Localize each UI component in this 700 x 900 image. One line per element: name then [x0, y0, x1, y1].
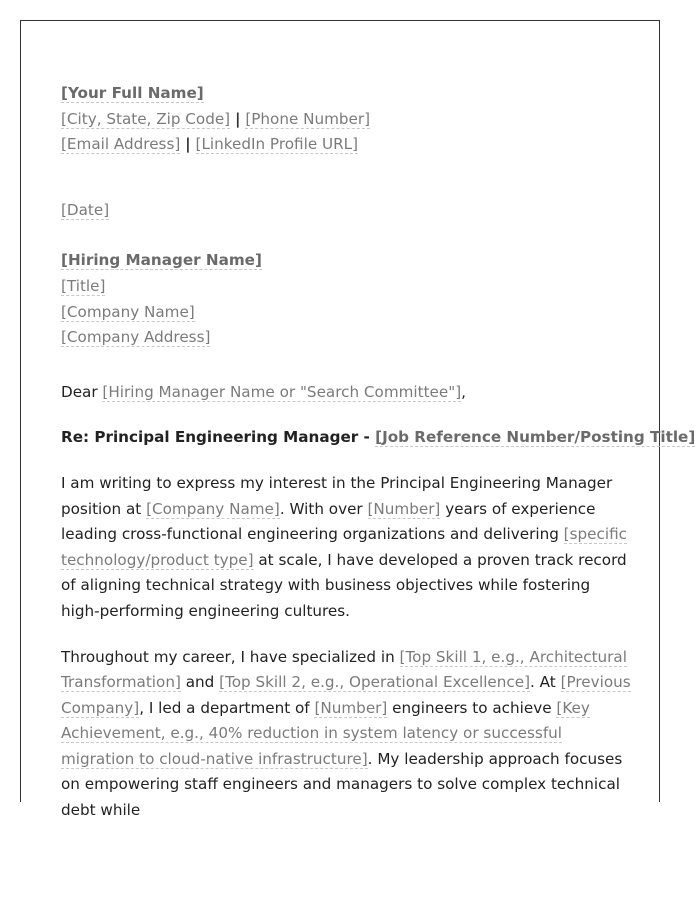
- letter-content: [61, 81, 696, 824]
- para1-text: I am writing to express my interest in the Principal Engineering Manager position at: [61, 473, 613, 518]
- recipient-address[interactable]: [Company Address]: [61, 328, 211, 347]
- sender-linkedin[interactable]: [LinkedIn Profile URL]: [195, 135, 359, 154]
- para1-text: at scale, I have developed a proven track record of aligning technical strategy with business objectives while fostering high-performing engineering cultures.: [61, 550, 627, 620]
- para1-text: years of experience leading cross-functional engineering organizations and delivering: [61, 499, 596, 544]
- salutation: [61, 380, 631, 406]
- sender-phone[interactable]: [Phone Number]: [245, 109, 371, 128]
- subject-label: Re: Principal Engineering Manager -: [61, 428, 376, 447]
- separator: |: [185, 135, 191, 154]
- para2-text: and: [185, 673, 215, 692]
- para1-years[interactable]: [Number]: [367, 499, 441, 518]
- para2-achievement[interactable]: [Key Achievement, e.g., 40% reduction in system latency or successful migration to cloud-native infrastructure]: [61, 698, 590, 768]
- recipient-name[interactable]: [Hiring Manager Name]: [61, 251, 262, 270]
- para2-previous-company[interactable]: [Previous Company]: [61, 673, 631, 717]
- recipient-title[interactable]: [Title]: [61, 276, 106, 295]
- salutation-name[interactable]: [Hiring Manager Name or "Search Committee"]: [102, 382, 462, 401]
- para2-skill2[interactable]: [Top Skill 2, e.g., Operational Excellence]: [219, 673, 530, 692]
- para2-skill1[interactable]: [Top Skill 1, e.g., Architectural Transformation]: [61, 647, 627, 692]
- recipient-company[interactable]: [Company Name]: [61, 302, 195, 321]
- paragraph-experience: [61, 645, 631, 824]
- sender-name[interactable]: [Your Full Name]: [61, 84, 204, 102]
- salutation-prefix: Dear: [61, 382, 98, 401]
- sender-city[interactable]: [City, State, Zip Code]: [61, 109, 231, 128]
- para2-text: engineers to achieve: [392, 698, 552, 717]
- para1-technology[interactable]: [specific technology/product type]: [61, 525, 627, 569]
- para2-text: Throughout my career, I have specialized in: [61, 647, 395, 666]
- letter-date[interactable]: [Date]: [61, 200, 110, 219]
- para1-text: . With over: [279, 499, 363, 518]
- subject-reference[interactable]: [Job Reference Number/Posting Title]: [375, 428, 696, 447]
- para2-text: . At: [530, 673, 556, 692]
- para2-text: . My leadership approach focuses on empowering staff engineers and managers to solve complex technical debt while: [61, 749, 623, 820]
- sender-email[interactable]: [Email Address]: [61, 135, 181, 154]
- para2-count[interactable]: [Number]: [314, 698, 388, 717]
- para2-text: , I led a department of: [139, 698, 310, 717]
- salutation-suffix: ,: [461, 382, 466, 401]
- letter-page: [20, 20, 696, 820]
- para1-company[interactable]: [Company Name]: [146, 499, 280, 518]
- paragraph-intro: [61, 471, 631, 625]
- recipient-block: [61, 248, 631, 350]
- separator: |: [234, 109, 241, 128]
- subject-line: [61, 425, 696, 451]
- sender-block: [61, 81, 631, 158]
